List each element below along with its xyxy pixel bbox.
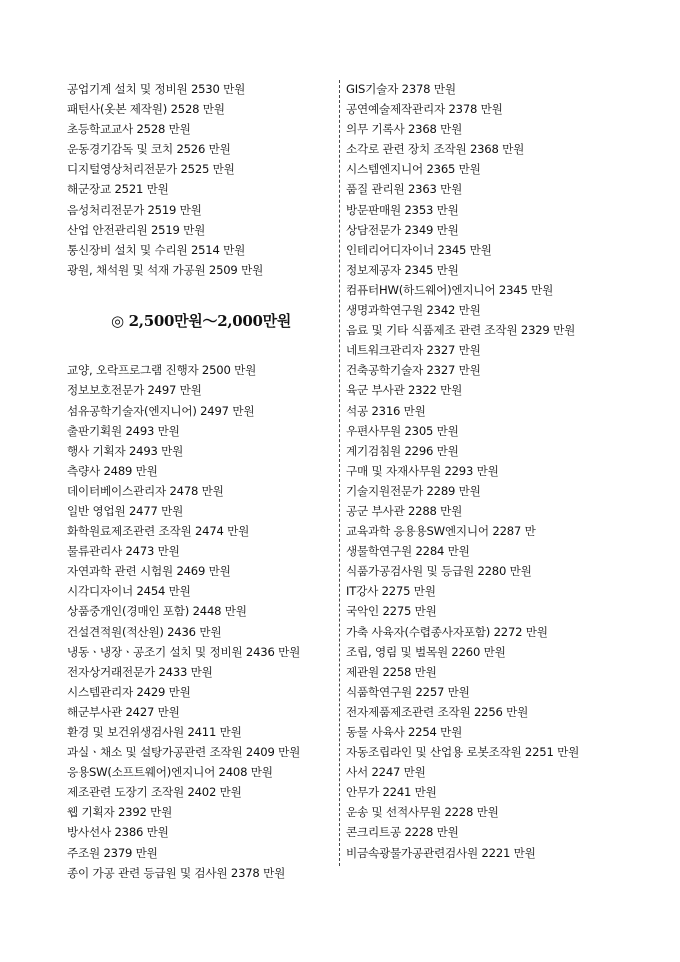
job-salary-entry: IT강사 2275 만원 <box>346 584 436 599</box>
job-salary-entry: 산업 안전관리원 2519 만원 <box>67 222 206 237</box>
job-salary-entry: 응용SW(소프트웨어)엔지니어 2408 만원 <box>67 765 273 780</box>
job-salary-entry: 행사 기획자 2493 만원 <box>67 443 184 458</box>
job-salary-entry: 냉동ㆍ냉장ㆍ공조기 설치 및 정비원 2436 만원 <box>67 644 301 659</box>
left-column <box>67 79 335 883</box>
job-salary-entry: 웹 기획자 2392 만원 <box>67 805 173 820</box>
job-salary-entry: 측량사 2489 만원 <box>67 463 158 478</box>
job-salary-entry: 우편사무원 2305 만원 <box>346 423 459 438</box>
job-salary-entry: 조립, 영림 및 벌목원 2260 만원 <box>346 644 506 659</box>
job-salary-entry: 계기검침원 2296 만원 <box>346 443 459 458</box>
job-salary-entry: 전자제품제조관련 조작원 2256 만원 <box>346 704 529 719</box>
job-salary-entry: 물류관리사 2473 만원 <box>67 544 180 559</box>
job-salary-entry: 상담전문가 2349 만원 <box>346 222 459 237</box>
job-salary-entry: 과실ㆍ채소 및 설탕가공관련 조작원 2409 만원 <box>67 745 301 760</box>
job-salary-entry: 육군 부사관 2322 만원 <box>346 383 463 398</box>
job-salary-entry: 운동경기감독 및 코치 2526 만원 <box>67 142 231 157</box>
job-salary-entry: 교양, 오락프로그램 진행자 2500 만원 <box>67 363 257 378</box>
job-salary-entry: 일반 영업원 2477 만원 <box>67 503 184 518</box>
job-salary-entry: 정보제공자 2345 만원 <box>346 262 459 277</box>
job-salary-entry: 건설견적원(적산원) 2436 만원 <box>67 624 222 639</box>
job-salary-entry: 교육과학 응용용SW엔지니어 2287 만 <box>346 524 536 539</box>
job-salary-entry: GIS기술자 2378 만원 <box>346 82 456 96</box>
job-salary-entry: 제관원 2258 만원 <box>346 664 437 679</box>
section-heading: ◎ 2,500만원～2,000만원 <box>110 311 292 330</box>
job-salary-entry: 안무가 2241 만원 <box>346 785 437 800</box>
job-list-upper <box>67 79 335 280</box>
column-divider <box>339 80 340 866</box>
job-salary-entry: 환경 및 보건위생검사원 2411 만원 <box>67 725 242 740</box>
job-salary-entry: 품질 관리원 2363 만원 <box>346 182 463 197</box>
job-salary-entry: 자동조립라인 및 산업용 로봇조작원 2251 만원 <box>346 745 580 760</box>
job-salary-entry: 건축공학기술자 2327 만원 <box>346 363 481 378</box>
job-salary-entry: 전자상거래전문가 2433 만원 <box>67 664 213 679</box>
job-salary-entry: 사서 2247 만원 <box>346 765 426 780</box>
job-list-right <box>346 79 646 863</box>
job-salary-entry: 패턴사(옷본 제작원) 2528 만원 <box>67 102 225 117</box>
job-salary-entry: 출판기획원 2493 만원 <box>67 423 180 438</box>
job-salary-entry: 방사선사 2386 만원 <box>67 825 169 840</box>
job-salary-entry: 식품가공검사원 및 등급원 2280 만원 <box>346 564 532 579</box>
job-salary-entry: 소각로 관련 장치 조작원 2368 만원 <box>346 142 525 157</box>
job-salary-entry: 방문판매원 2353 만원 <box>346 202 459 217</box>
job-salary-entry: 시스템엔지니어 2365 만원 <box>346 162 481 177</box>
job-salary-entry: 의무 기록사 2368 만원 <box>346 122 463 137</box>
job-salary-entry: 주조원 2379 만원 <box>67 845 158 860</box>
job-salary-entry: 콘크리트공 2228 만원 <box>346 825 459 840</box>
job-list-lower <box>67 360 335 882</box>
job-salary-entry: 데이터베이스관리자 2478 만원 <box>67 483 224 498</box>
job-salary-entry: 초등학교교사 2528 만원 <box>67 122 191 137</box>
job-salary-entry: 통신장비 설치 및 수리원 2514 만원 <box>67 242 246 257</box>
job-salary-entry: 시스템관리자 2429 만원 <box>67 684 191 699</box>
job-salary-entry: 국악인 2275 만원 <box>346 604 437 619</box>
job-salary-entry: 네트워크관리자 2327 만원 <box>346 343 481 358</box>
job-salary-entry: 공업기계 설치 및 정비원 2530 만원 <box>67 82 246 96</box>
job-salary-entry: 해군부사관 2427 만원 <box>67 704 180 719</box>
job-salary-entry: 구매 및 자재사무원 2293 만원 <box>346 463 499 478</box>
job-salary-entry: 석공 2316 만원 <box>346 403 426 418</box>
job-salary-entry: 음료 및 기타 식품제조 관련 조작원 2329 만원 <box>346 323 576 338</box>
right-column <box>346 79 646 863</box>
job-salary-entry: 생명과학연구원 2342 만원 <box>346 303 481 318</box>
job-salary-entry: 공군 부사관 2288 만원 <box>346 503 463 518</box>
job-salary-entry: 생물학연구원 2284 만원 <box>346 544 470 559</box>
job-salary-entry: 광원, 채석원 및 석재 가공원 2509 만원 <box>67 262 264 277</box>
job-salary-entry: 제조관련 도장기 조작원 2402 만원 <box>67 785 242 800</box>
job-salary-entry: 인테리어디자이너 2345 만원 <box>346 242 492 257</box>
job-salary-entry: 시각디자이너 2454 만원 <box>67 584 191 599</box>
job-salary-entry: 디지털영상처리전문가 2525 만원 <box>67 162 235 177</box>
job-salary-entry: 정보보호전문가 2497 만원 <box>67 383 202 398</box>
job-salary-entry: 동물 사육사 2254 만원 <box>346 725 463 739</box>
job-salary-entry: 공연예술제작관리자 2378 만원 <box>346 102 503 117</box>
job-salary-entry: 종이 가공 관련 등급원 및 검사원 2378 만원 <box>67 865 286 880</box>
job-salary-entry: 식품학연구원 2257 만원 <box>346 684 470 699</box>
job-salary-entry: 가축 사육자(수렵종사자포함) 2272 만원 <box>346 624 548 639</box>
job-salary-entry: 기술지원전문가 2289 만원 <box>346 483 481 498</box>
job-salary-entry: 섬유공학기술자(엔지니어) 2497 만원 <box>67 403 255 418</box>
job-salary-entry: 운송 및 선적사무원 2228 만원 <box>346 805 499 820</box>
job-salary-entry: 해군장교 2521 만원 <box>67 182 169 197</box>
job-salary-entry: 컴퓨터HW(하드웨어)엔지니어 2345 만원 <box>346 282 554 297</box>
job-salary-entry: 상품중개인(경매인 포함) 2448 만원 <box>67 604 247 619</box>
job-salary-entry: 비금속광물가공관련검사원 2221 만원 <box>346 845 536 860</box>
job-salary-entry: 화학원료제조관련 조작원 2474 만원 <box>67 524 250 539</box>
job-salary-entry: 음성처리전문가 2519 만원 <box>67 202 202 217</box>
job-salary-entry: 자연과학 관련 시험원 2469 만원 <box>67 564 231 579</box>
